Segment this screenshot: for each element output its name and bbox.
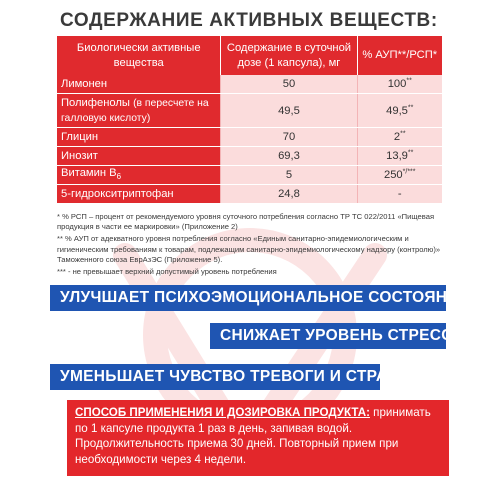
substance-amount: 50 <box>221 75 357 94</box>
header-substance: Биологически активные вещества <box>57 36 221 75</box>
section-title: СОДЕРЖАНИЕ АКТИВНЫХ ВЕЩЕСТВ: <box>60 10 438 31</box>
benefit-banner-stress: СНИЖАЕТ УРОВЕНЬ СТРЕССА <box>210 323 446 349</box>
substance-percent <box>357 128 442 147</box>
percent-value: 100 <box>387 78 407 90</box>
table-header-row <box>57 36 442 75</box>
substance-percent <box>357 166 442 185</box>
percent-mark: ** <box>407 103 414 111</box>
benefit-banner-anxiety: УМЕНЬШАЕТ ЧУВСТВО ТРЕВОГИ И СТРАХА <box>50 364 380 390</box>
percent-mark: ** <box>406 77 412 85</box>
percent-mark: ** <box>400 130 406 138</box>
substance-label: Глицин <box>61 131 99 143</box>
footnotes <box>57 212 447 279</box>
substance-name <box>57 166 221 185</box>
substance-label: Полифенолы <box>61 96 130 109</box>
footnote-upper-limit: *** - не превышает верхний допустимый уровень потребления <box>57 267 277 277</box>
substance-percent <box>357 147 442 166</box>
substance-label: Витамин B <box>61 167 117 179</box>
table-row <box>57 94 442 128</box>
percent-value: 49,5 <box>386 104 408 117</box>
substance-name <box>57 94 221 128</box>
substance-percent <box>357 185 442 204</box>
substance-name <box>57 75 221 94</box>
substance-note: (в пересчете на галловую кислоту) <box>61 97 209 124</box>
percent-mark: */*** <box>402 168 416 176</box>
table-row <box>57 75 442 94</box>
footnote-rsp: * % РСП – процент от рекомендуемого уровня суточного потребления согласно ТР ТС 022/2011 «Пищевая продукция в части ее маркировки» (Приложение 2) <box>57 212 435 232</box>
header-amount: Содержание в суточной дозе (1 капсула), мг <box>221 36 357 75</box>
substance-percent <box>357 75 442 94</box>
substance-amount: 5 <box>221 166 357 185</box>
substance-label: Лимонен <box>61 78 108 90</box>
substance-amount: 49,5 <box>221 94 357 128</box>
percent-mark: ** <box>407 149 414 157</box>
substance-label: Инозит <box>61 150 98 162</box>
benefit-banner-mood: УЛУЧШАЕТ ПСИХОЭМОЦИОНАЛЬНОЕ СОСТОЯНИЕ <box>50 285 446 311</box>
substance-percent <box>357 94 442 128</box>
usage-text: принимать по 1 капсуле продукта 1 раз в день, запивая водой. Продолжительность приема 30 дней. Повторный прием при необходимости через 4 недели. <box>75 406 431 466</box>
substance-amount: 70 <box>221 128 357 147</box>
substance-subscript: 6 <box>116 172 122 182</box>
table-row <box>57 185 442 204</box>
substance-name <box>57 128 221 147</box>
percent-value: 2 <box>393 131 401 143</box>
usage-instructions <box>67 400 449 476</box>
usage-heading: СПОСОБ ПРИМЕНЕНИЯ И ДОЗИРОВКА ПРОДУКТА: <box>75 406 370 419</box>
percent-value: 13,9 <box>386 150 408 162</box>
percent-value: 250 <box>383 169 403 182</box>
table-row <box>57 166 442 185</box>
active-substances-table <box>57 36 442 204</box>
substance-amount: 69,3 <box>221 147 357 166</box>
substance-name <box>57 147 221 166</box>
table-row <box>57 147 442 166</box>
header-percent: % АУП**/РСП* <box>357 36 442 75</box>
table-row <box>57 128 442 147</box>
footnote-aup: ** % АУП от адекватного уровня потребления согласно «Единым санитарно-эпидемиологическим и гигиеническим требованиям к товарам, подлежащим санитарно-эпидемиологическому надзору (контролю)» Таможенного союза ЕврАзЭС (Приложение 5). <box>57 234 441 264</box>
substance-amount: 24,8 <box>221 185 357 204</box>
percent-value: - <box>397 188 402 201</box>
substance-name <box>57 185 221 204</box>
substance-label: 5-гидрокситриптофан <box>61 188 174 201</box>
